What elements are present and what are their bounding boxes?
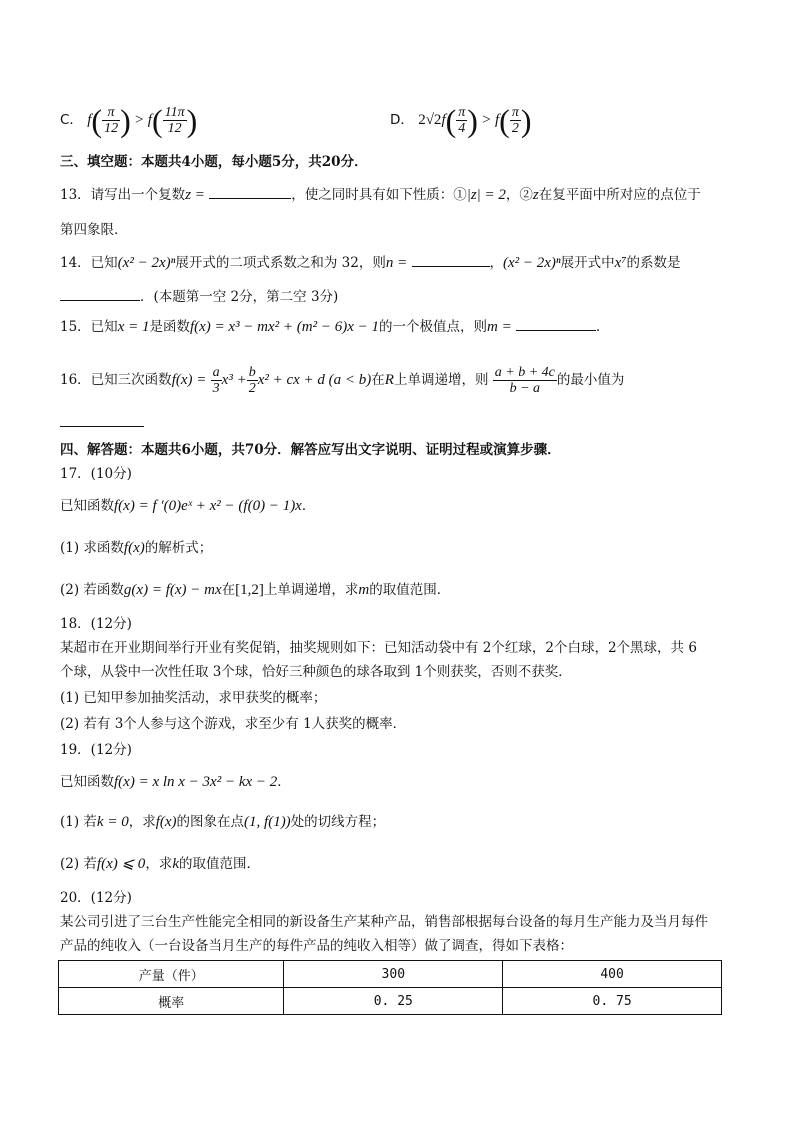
option-c-frac-lhs [102,105,120,136]
paren: ) [120,102,131,139]
q13-text: ，使之同时具有如下性质：① [291,187,467,203]
paren: ) [520,102,532,139]
q17-text: 已知函数 [60,498,114,514]
q17-part1 [60,538,740,558]
q13-line1 [60,184,740,205]
q14-line2 [60,286,740,307]
paren: ( [91,102,103,139]
q13-text: 在复平面中所对应的点位于 [538,187,701,203]
q17-stem [60,496,740,516]
q17-text: 在 [221,582,236,598]
option-d-f1: f [441,112,446,128]
frac-den: b − a [509,381,541,396]
q15-text: 15．已知 [60,319,118,335]
q16-text: 的最小值为 [556,372,625,388]
q19-text: 的图象在点 [176,814,245,830]
table-cell: 概率 [59,988,284,1015]
q17-text: 的解析式； [144,540,213,556]
q19-expr: f(x) = x ln x − 3x² − kx − 2 [114,774,278,790]
option-d-coef: 2√2 [418,112,442,128]
answer-blank [60,412,144,427]
q17-text: 的取值范围． [369,582,451,598]
option-d-label: D． [390,112,414,128]
q17-text: 上单调递增，求 [263,582,359,598]
frac-num: a + b + 4c [494,365,555,380]
option-c-frac-rhs [163,105,187,136]
q19-text: 处的切线方程； [290,814,386,830]
frac-den: 12 [104,121,119,136]
q20-stem2: 产品的纯收入（一台设备当月生产的每件产品的纯收入相等）做了调查，得如下表格： [60,938,573,954]
q19-expr: k = 0 [96,814,129,830]
q16-line2 [60,412,740,433]
q19-text: 的取值范围． [178,856,260,872]
q16-expr: f(x) = [171,372,207,388]
answer-blank [60,286,140,301]
gt-sign: > [135,112,144,128]
q13-expr: z [532,187,539,203]
frac-num: a [212,365,220,380]
q16-text: 上单调递增，则 [393,372,489,388]
answer-blank [516,316,596,331]
q15-expr: x = 1 [117,319,150,335]
q14-expr: (x² − 2x)ⁿ [117,255,176,271]
q15-expr: f(x) = x³ − mx² + (m² − 6)x − 1 [189,319,380,335]
q13-expr: z = [185,187,205,203]
q14-expr: n = [385,255,408,271]
option-d-f2: f [495,112,500,128]
q13-expr: |z| = 2 [466,187,506,203]
frac-num: π [102,105,120,121]
q17-expr: g(x) = f(x) − mx [123,582,222,598]
q16-text: 在 [371,372,385,388]
q14-text: ， [489,255,503,271]
q19-text: (2) 若 [60,856,97,872]
option-c-label: C． [60,112,83,128]
q15-text: ． [596,319,610,335]
gt-sign: > [482,112,491,128]
q18-stem1: 某超市在开业期间举行开业有奖促销，抽奖规则如下：已知活动袋中有 2个红球，2个白球，2个黑球，共 6 [60,640,697,656]
table-cell: 0. 75 [503,988,722,1015]
frac-den: 2 [511,121,519,136]
frac-num: 11π [164,105,185,120]
paren: ) [467,102,478,139]
frac-den: 4 [458,121,466,136]
frac-den: 12 [167,121,182,136]
q14-text: 展开式中 [560,255,615,271]
q16-frac-b [247,365,258,396]
q17-head: 17．(10分) [60,466,132,482]
table-cell: 300 [284,961,503,988]
q15-text: 是函数 [149,319,190,335]
q16-text: 16．已知三次函数 [60,372,172,388]
option-c-f2: f [147,112,152,128]
q19-part2 [60,854,740,874]
q19-part1 [60,812,740,832]
q17-expr: [1,2] [235,582,264,598]
option-d [390,100,730,140]
paren: ( [499,102,510,139]
q16-line1 [60,360,740,400]
table-cell: 400 [503,961,722,988]
q18-part1: (1) 已知甲参加抽奖活动，求甲获奖的概率； [60,690,327,706]
q13-line2: 第四象限． [60,222,128,238]
option-c-f1: f [87,112,92,128]
q13-text: ，② [505,187,533,203]
table-row [59,988,722,1015]
q19-stem [60,772,740,792]
q14-line1 [60,252,740,273]
paren: ( [445,102,457,139]
q17-expr: f(x) [123,540,145,556]
q19-text: (1) 若 [60,814,97,830]
frac-den: 3 [212,381,220,396]
frac-den: 2 [248,381,256,396]
q14-text: 14．已知 [60,255,118,271]
paren: ) [186,102,198,139]
q17-part2 [60,580,740,600]
q19-expr: (1, f(1)) [244,814,291,830]
option-d-frac-lhs [456,105,467,136]
q19-expr: f(x) ⩽ 0 [96,856,146,872]
q16-frac-a [211,365,222,396]
q17-text: (2) 若函数 [60,582,124,598]
q20-stem1: 某公司引进了三台生产性能完全相同的新设备生产某种产品，销售部根据每台设备的每月生产能力及当月每件 [60,914,708,930]
option-d-frac-rhs [510,105,521,136]
frac-num: b [248,365,256,380]
q15-text: 的一个极值点，则 [379,319,488,335]
q17-text: ． [301,498,316,514]
table-cell: 产量（件） [59,961,284,988]
q14-expr: (x² − 2x)ⁿ [503,255,561,271]
q19-expr: k [172,856,179,872]
table-row [59,961,722,988]
table-cell: 0. 25 [284,988,503,1015]
answer-blank [412,252,490,267]
q16-expr: R [384,372,394,388]
q16-expr: x³ + [221,372,247,388]
q18-stem2: 个球，从袋中一次性任取 3个球，恰好三种颜色的球各取到 1个则获奖，否则不获奖． [60,664,572,680]
q19-head: 19．(12分) [60,742,132,758]
answer-blank [209,184,291,199]
frac-num: π [511,105,519,120]
q19-expr: f(x) [155,814,177,830]
q19-text: ，求 [128,814,156,830]
q16-frac-c [493,365,557,396]
q18-head: 18．(12分) [60,616,132,632]
q14-text: 的系数是 [626,255,681,271]
section3-title: 三、填空题：本题共4小题，每小题5分，共20分． [60,154,368,170]
q19-text: ，求 [145,856,173,872]
section4-title: 四、解答题：本题共6小题，共70分．解答应写出文字说明、证明过程或演算步骤． [60,442,561,458]
q16-expr: x² + cx + d (a < b) [257,372,372,388]
q20-head: 20．(12分) [60,890,132,906]
q15-line [60,316,740,337]
q17-expr: m [358,582,370,598]
q17-expr: f(x) = f ′(0)eˣ + x² − (f(0) − 1)x [114,498,302,514]
q17-text: (1) 求函数 [60,540,124,556]
q19-text: ． [277,774,291,790]
q20-table [58,960,722,1015]
q19-text: 已知函数 [60,774,114,790]
q13-text: 13．请写出一个复数 [60,187,186,203]
q14-text: 展开式的二项式系数之和为 32，则 [175,255,386,271]
q14-text: ．(本题第一空 2分，第二空 3分) [140,289,339,305]
frac-num: π [458,105,466,120]
q14-expr: x⁷ [614,255,627,271]
paren: ( [151,102,163,139]
q18-part2: (2) 若有 3个人参与这个游戏，求至少有 1人获奖的概率． [60,716,407,732]
q15-expr: m = [487,319,512,335]
